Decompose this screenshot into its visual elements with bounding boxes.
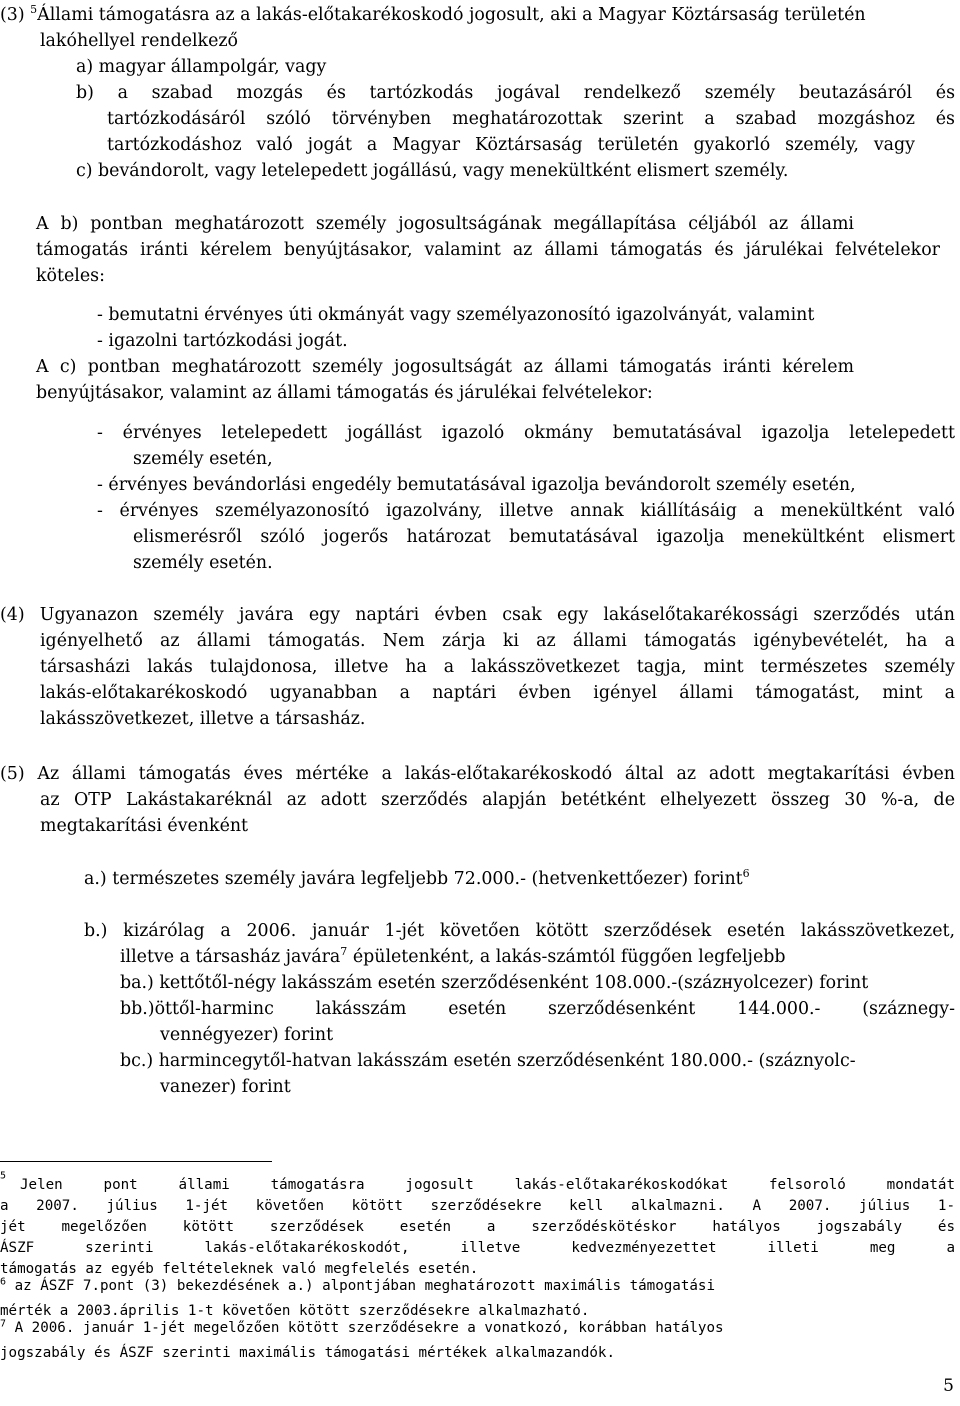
p3-item-c: c) bevándorolt, vagy letelepedett jogállású, vagy menekültként elismert személy.: [76, 161, 789, 181]
p5-item-bc-line-1: bc.) harmincegytől-hatvan lakásszám esetén szerződésenként 180.000.- (száznyolc-: [120, 1051, 856, 1071]
footnote-5-number: 5: [0, 1170, 7, 1182]
p4-line-2: igényelhető az állami támogatás. Nem zárja ki az állami támogatás igénybevételét, ha a: [40, 631, 955, 651]
p3-c-list-item-3-line-3: személy esetén.: [133, 553, 273, 573]
p5-item-a-text: a.) természetes személy javára legfeljebb 72.000.- (hetvenkettőezer) forint: [84, 869, 743, 889]
footnote-ref-6: 6: [742, 867, 750, 881]
p3-item-b-line-1: b) a szabad mozgás és tartózkodás jogával rendelkező személy beutazásáról és: [76, 83, 955, 103]
p3-b-para-line-2: támogatás iránti kérelem benyújtásakor, valamint az állami támogatás és járulékai felvételekor: [36, 240, 940, 260]
p5-item-ba: ba.) kettőtől-négy lakásszám esetén szerződésenként 108.000.-(százнyolcezer) forint: [120, 973, 869, 993]
footnote-6-line-1: [0, 1276, 715, 1297]
p3-c-list-item-3-line-2: elismerésről szóló jogerős határozat bemutatásával igazolja menekültként elismert: [133, 527, 955, 547]
p5-line-3: megtakarítási évenként: [40, 816, 249, 836]
footnote-6-text-1: az ÁSZF 7.pont (3) bekezdésének a.) alpontjában meghatározott maximális támogatási: [6, 1278, 715, 1294]
p3-c-list-item-1-line-1: - érvényes letelepedett jogállást igazoló okmány bemutatásával igazolja letelepedett: [97, 423, 955, 443]
footnote-5-line-2: a 2007. július 1-jét követően kötött szerződésekre kell alkalmazni. A 2007. július 1-: [0, 1198, 955, 1214]
p3-c-list-item-1-line-2: személy esetén,: [133, 449, 273, 469]
p5-item-a: [84, 866, 750, 892]
p5-item-bb-line-2: vennégyezer) forint: [160, 1025, 334, 1045]
p5-item-b-text-a: illetve a társasház javára: [120, 947, 341, 967]
p3-text-1: Állami támogatásra az a lakás-előtakarékoskodó jogosult, aki a Magyar Köztársaság területén: [37, 5, 866, 25]
footnote-7-text-1: A 2006. január 1-jét megelőzően kötött szerződésekre a vonatkozó, korábban hatályos: [6, 1320, 724, 1336]
p3-c-para-line-1: A c) pontban meghatározott személy jogosultságát az állami támogatás iránti kérelem: [36, 357, 854, 377]
p4-line-5: lakásszövetkezet, illetve a társasház.: [40, 709, 366, 729]
footnote-5-line-3: jét megelőzően kötött szerződések esetén a szerződéskötéskor hatályos jogszabály és: [0, 1219, 955, 1235]
p3-c-para-line-2: benyújtásakor, valamint az állami támogatás és járulékai felvételekor:: [36, 383, 653, 403]
p3-line-2: lakóhellyel rendelkező: [40, 31, 239, 51]
p3-b-list-item-2: - igazolni tartózkodási jogát.: [97, 331, 348, 351]
p3-b-list-item-1: - bemutatni érvényes úti okmányát vagy személyazonosító igazolványát, valamint: [97, 305, 815, 325]
footnote-7-number: 7: [0, 1318, 7, 1330]
footnote-separator: [0, 1161, 272, 1162]
p3-item-b-line-3: tartózkodáshoz való jogát a Magyar Köztársaság területén gyakorló személy, vagy: [107, 135, 915, 155]
footnote-5-line-4: ÁSZF szerinti lakás-előtakarékoskodót, illetve kedvezményezettet illeti meg a: [0, 1240, 955, 1256]
p4-line-3: társasházi lakás tulajdonosa, illetve ha a lakásszövetkezet tagja, mint természetes személy: [40, 657, 955, 677]
p5-item-b-line-1: b.) kizárólag a 2006. január 1-jét követően kötött szerződések esetén lakásszövetkezet,: [84, 921, 955, 941]
footnote-5-line-5: támogatás az egyéb feltételeknek való megfelelés esetén.: [0, 1261, 479, 1277]
footnote-ref-7: 7: [340, 945, 348, 959]
footnote-5-line-1-text: Jelen pont állami támogatásra jogosult lakás-előtakarékoskodókat felsoroló mondatát: [20, 1177, 955, 1193]
p5-line-2: az OTP Lakástakaréknál az adott szerződés alapján betétként elhelyezett összeg 30 %-a, de: [40, 790, 955, 810]
p3-label: (3): [0, 5, 25, 25]
footnote-ref-5: 5: [30, 3, 38, 17]
p3-b-para-line-1: A b) pontban meghatározott személy jogosultságának megállapítása céljából az állami: [36, 214, 854, 234]
footnote-5-line-1: [0, 1170, 6, 1191]
p5-item-b-line-2: [120, 944, 786, 970]
footnote-7-line-1: [0, 1318, 724, 1339]
p5-item-bb-line-1: bb.)öttől-harminc lakásszám esetén szerződésenként 144.000.- (száznegy-: [120, 999, 955, 1019]
footnote-6-number: 6: [0, 1276, 7, 1288]
p3-c-list-item-2: - érvényes bevándorlási engedély bemutatásával igazolja bevándorolt személy esetén,: [97, 475, 856, 495]
p3-item-a: a) magyar állampolgár, vagy: [76, 57, 327, 77]
p5-item-bc-line-2: vanezer) forint: [160, 1077, 291, 1097]
p3-line-1: [0, 2, 866, 28]
p3-c-list-item-3-line-1: - érvényes személyazonosító igazolvány, illetve annak kiállításáig a menekültként való: [97, 501, 955, 521]
p3-item-b-line-2: tartózkodásáról szóló törvényben meghatározottak szerint a szabad mozgáshoz és: [107, 109, 955, 129]
footnote-6-line-2: mérték a 2003.április 1-t követően kötött szerződésekre alkalmazható.: [0, 1303, 590, 1319]
p3-b-para-line-3: köteles:: [36, 266, 105, 286]
page-number: 5: [943, 1376, 954, 1396]
p5-line-1: (5) Az állami támogatás éves mértéke a lakás-előtakarékoskodó által az adott megtakarítási évben: [0, 764, 955, 784]
footnote-7-line-2: jogszabály és ÁSZF szerinti maximális támogatási mértékek alkalmazandók.: [0, 1345, 615, 1361]
p4-line-1: (4) Ugyanazon személy javára egy naptári évben csak egy lakáselőtakarékossági szerződés után: [0, 605, 955, 625]
p5-item-b-text-b: épületenként, a lakás-számtól függően legfeljebb: [347, 947, 786, 967]
p4-line-4: lakás-előtakarékoskodó ugyanabban a naptári évben igényel állami támogatást, mint a: [40, 683, 955, 703]
